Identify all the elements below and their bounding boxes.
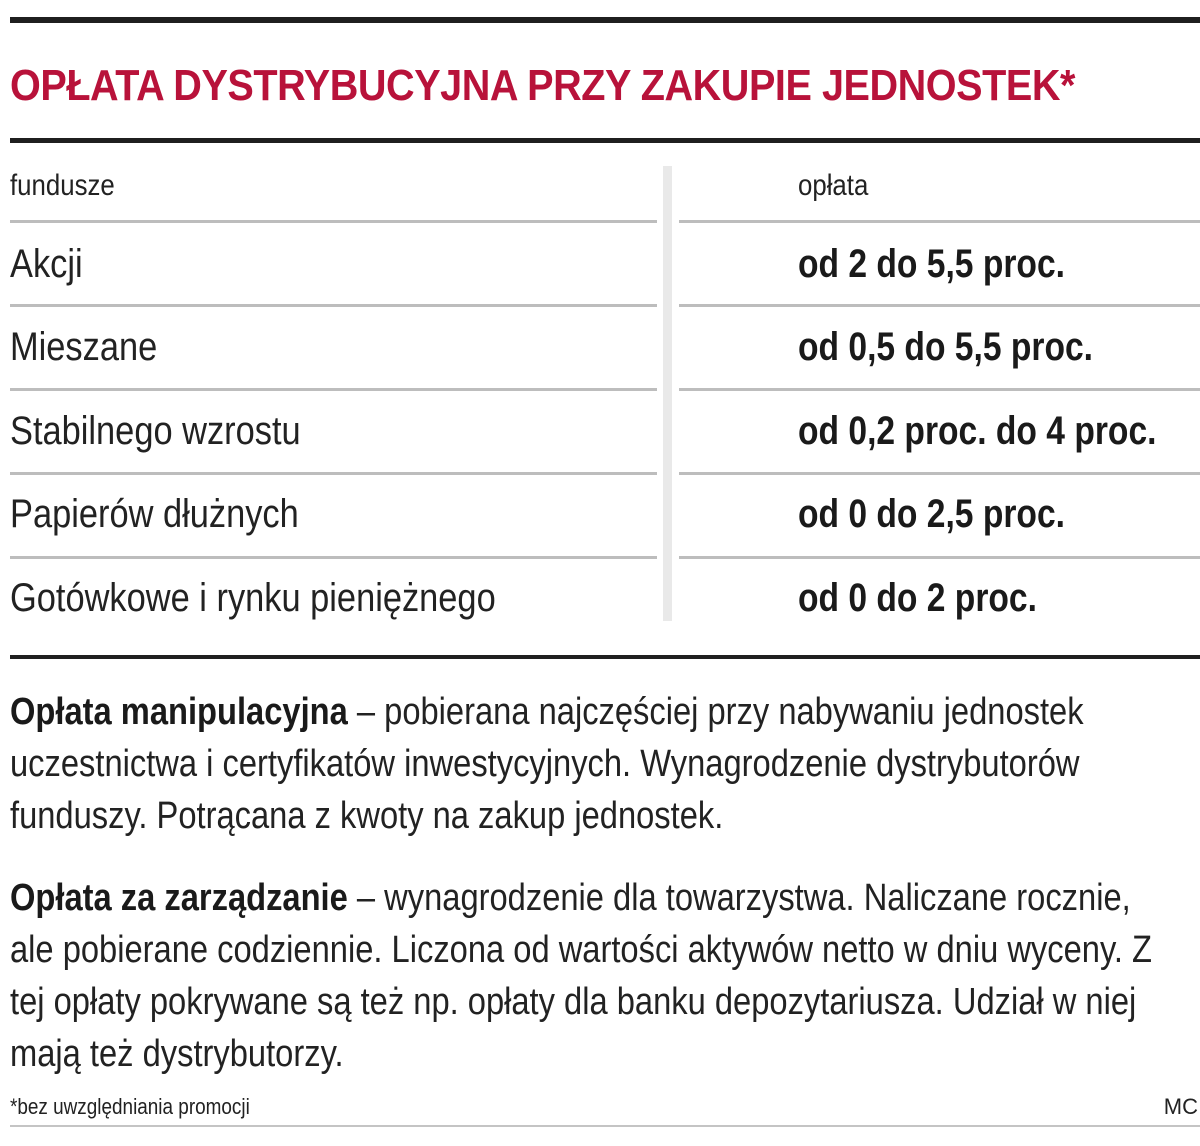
row-separator bbox=[679, 472, 1200, 475]
row-separator bbox=[679, 304, 1200, 307]
row-separator bbox=[679, 388, 1200, 391]
description-term: Opłata za zarządzanie bbox=[10, 877, 348, 919]
row-separator bbox=[10, 472, 657, 475]
row-separator bbox=[10, 556, 657, 559]
fund-name: Akcji bbox=[10, 242, 83, 286]
description-paragraph bbox=[10, 872, 1154, 1080]
title-rule bbox=[10, 138, 1200, 143]
fund-name: Gotówkowe i rynku pieniężnego bbox=[10, 576, 496, 620]
table-bottom-rule bbox=[10, 655, 1200, 659]
column-divider bbox=[663, 166, 672, 621]
description-paragraph bbox=[10, 686, 1154, 842]
column-header-funds: fundusze bbox=[10, 169, 115, 202]
fund-fee: od 0 do 2 proc. bbox=[798, 576, 1037, 620]
row-separator bbox=[10, 388, 657, 391]
fund-name: Papierów dłużnych bbox=[10, 492, 299, 536]
fund-fee: od 0 do 2,5 proc. bbox=[798, 492, 1065, 536]
footer-rule bbox=[10, 1125, 1200, 1127]
column-header-fee: opłata bbox=[798, 169, 869, 202]
author-credit: MC bbox=[1163, 1094, 1198, 1119]
row-separator bbox=[10, 304, 657, 307]
fund-name: Mieszane bbox=[10, 325, 158, 369]
top-rule bbox=[10, 17, 1200, 23]
page-title: OPŁATA DYSTRYBUCYJNA PRZY ZAKUPIE JEDNOSTEK* bbox=[10, 61, 1075, 110]
description-text: – wynagrodzenie dla towarzystwa. Naliczane rocznie, ale pobierane codziennie. Liczona od wartości aktywów netto w dniu wyceny. Z tej opłaty pokrywane są też np. opłaty dla banku depozytariusza. Udział w niej mają też dystrybutorzy. bbox=[10, 877, 1152, 1075]
row-separator bbox=[679, 556, 1200, 559]
fund-name: Stabilnego wzrostu bbox=[10, 409, 301, 453]
description-text: – pobierana najczęściej przy nabywaniu jednostek uczestnictwa i certyfikatów inwestycyjnych. Wynagrodzenie dystrybutorów funduszy. Potrącana z kwoty na zakup jednostek. bbox=[10, 691, 1084, 837]
footnote: *bez uwzględniania promocji bbox=[10, 1094, 250, 1119]
fund-fee: od 2 do 5,5 proc. bbox=[798, 242, 1065, 286]
fund-fee: od 0,5 do 5,5 proc. bbox=[798, 325, 1094, 369]
row-separator bbox=[679, 220, 1200, 223]
fund-fee: od 0,2 proc. do 4 proc. bbox=[798, 409, 1157, 453]
description-term: Opłata manipulacyjna bbox=[10, 691, 348, 733]
row-separator bbox=[10, 220, 657, 223]
